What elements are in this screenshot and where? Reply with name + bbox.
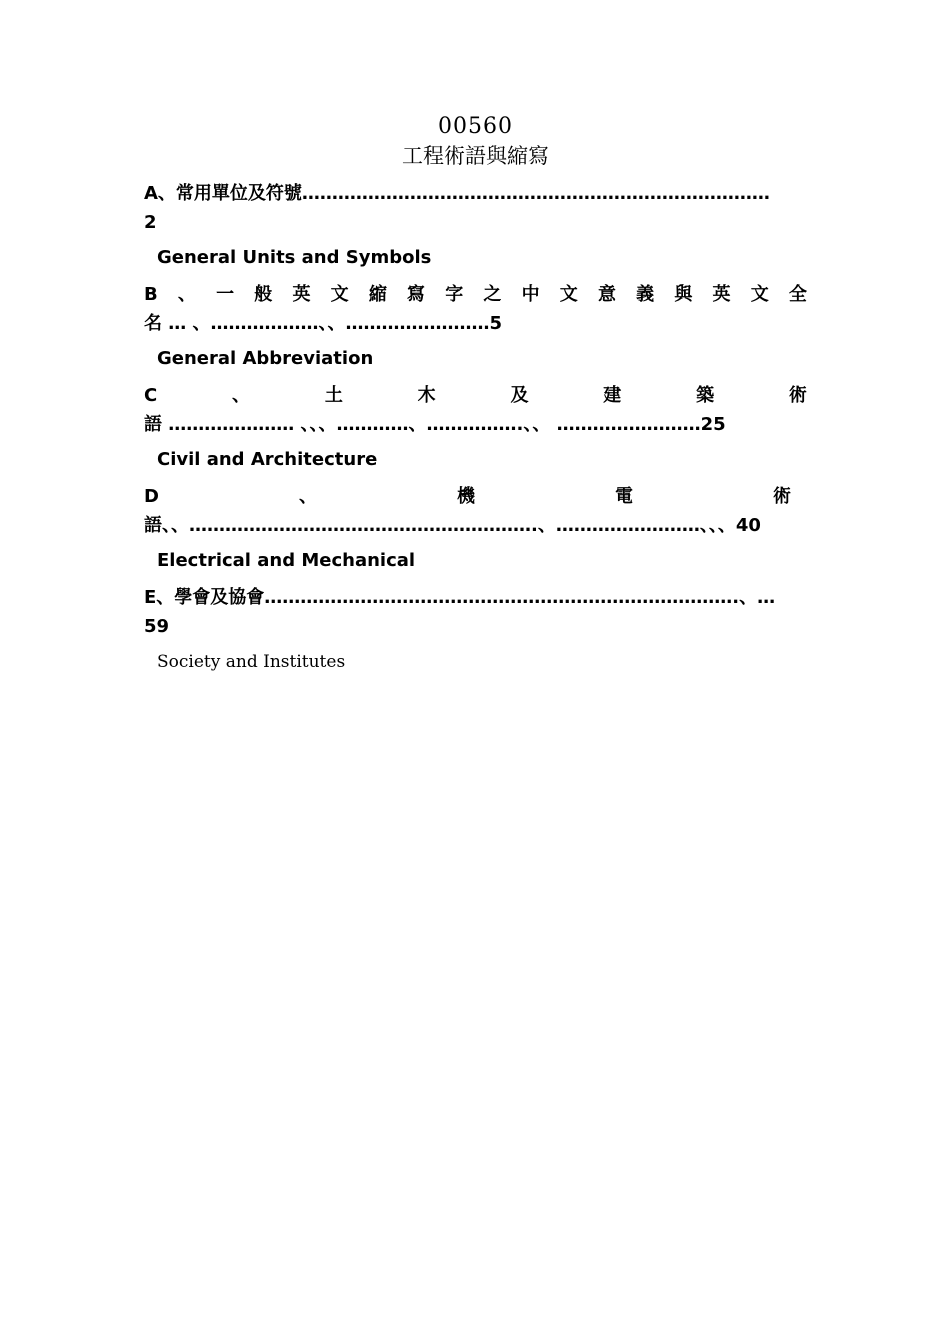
toc-entry-c	[144, 381, 807, 439]
toc-char: 英	[292, 284, 311, 305]
toc-char: 、	[232, 385, 251, 406]
toc-entry-c-line1	[144, 381, 807, 410]
toc-char: 英	[712, 284, 731, 305]
toc-entry-c-subtitle: Civil and Architecture	[157, 449, 378, 470]
toc-entry-a-line1: A、常用單位及符號……………………………………………………………………	[144, 183, 770, 204]
toc-char: D	[144, 486, 159, 507]
toc-char: 寫	[407, 284, 426, 305]
toc-char: 電	[614, 486, 633, 507]
toc-char: 術	[772, 486, 791, 507]
toc-entry-e-page: 59	[144, 616, 170, 637]
toc-entry-e	[144, 583, 807, 641]
toc-entry-e-subtitle: Society and Institutes	[157, 652, 346, 672]
toc-entry-d-line1	[144, 482, 807, 511]
toc-char: 一	[216, 284, 235, 305]
toc-char: 土	[324, 385, 343, 406]
toc-entry-d-line2: 語、、………………………………………………….、……………………、、、40	[144, 515, 761, 536]
document-code: 00560	[438, 114, 513, 139]
toc-char: 中	[521, 284, 540, 305]
toc-char: C	[144, 385, 158, 406]
toc-char: 機	[456, 486, 475, 507]
toc-char: 及	[510, 385, 529, 406]
toc-entry-a-subtitle: General Units and Symbols	[157, 247, 432, 268]
toc-entry-a-page: 2	[144, 212, 157, 233]
toc-char: 文	[330, 284, 349, 305]
toc-entry-b-line2: 名 … 、………………、、……………………5	[144, 313, 503, 334]
toc-char: 意	[597, 284, 616, 305]
toc-char: 般	[254, 284, 273, 305]
toc-char: 之	[483, 284, 502, 305]
toc-char: 縮	[368, 284, 387, 305]
toc-entry-c-line2: 語 ………………… 、、、…………、…………….、、 ……………………25	[144, 414, 726, 435]
toc-char: 、	[177, 284, 196, 305]
toc-char: 與	[674, 284, 693, 305]
toc-char: 義	[636, 284, 655, 305]
toc-entry-d	[144, 482, 807, 540]
toc-char: 字	[445, 284, 464, 305]
toc-char: 文	[750, 284, 769, 305]
document-page	[144, 112, 807, 675]
document-title: 工程術語與縮寫	[402, 144, 549, 168]
toc-entry-b	[144, 280, 807, 338]
toc-char: 建	[603, 385, 622, 406]
toc-entry-b-subtitle: General Abbreviation	[157, 348, 374, 369]
toc-char: 全	[788, 284, 807, 305]
toc-char: 文	[559, 284, 578, 305]
toc-entry-b-line1	[144, 280, 807, 309]
toc-char: 築	[696, 385, 715, 406]
toc-char: 木	[417, 385, 436, 406]
toc-entry-e-line1: E、學會及協會…………………………………………………………………….、…	[144, 587, 776, 608]
toc-char: B	[144, 284, 158, 305]
toc-char: 術	[788, 385, 807, 406]
toc-entry-d-subtitle: Electrical and Mechanical	[157, 550, 416, 571]
toc-char: 、	[298, 486, 317, 507]
toc-entry-a	[144, 179, 807, 237]
